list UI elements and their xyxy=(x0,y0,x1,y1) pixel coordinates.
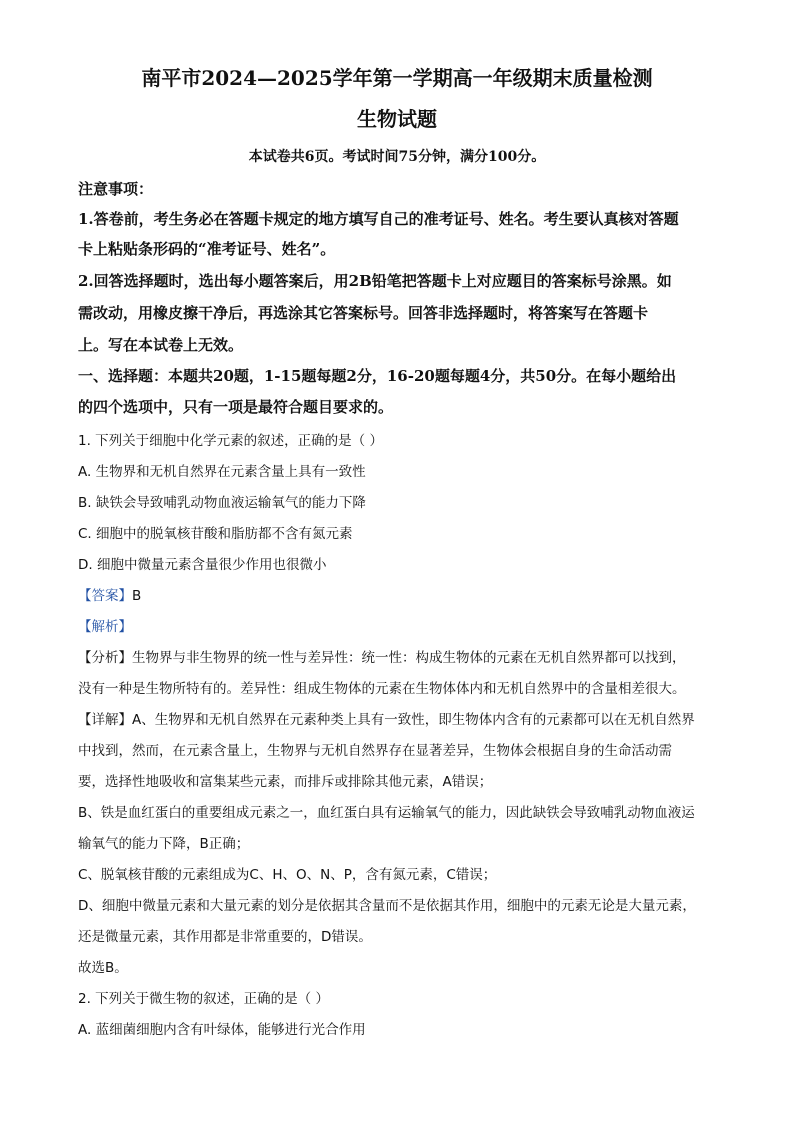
answer-line xyxy=(78,584,718,604)
notes-line: 需改动，用橡皮擦干净后，再选涂其它答案标号。回答非选择题时，将答案写在答题卡 xyxy=(78,304,649,322)
section-heading: 的四个选项中，只有一项是最符合题目要求的。 xyxy=(78,398,394,416)
analysis-line: 故选B。 xyxy=(78,960,128,976)
page-subtitle: 生物试题 xyxy=(357,107,437,131)
analysis-line: 没有一种是生物所特有的。差异性：组成生物体的元素在生物体体内和无机自然界中的含量相差很大。 xyxy=(78,681,686,697)
notes-line: 上。写在本试卷上无效。 xyxy=(78,336,244,354)
question-stem: 1. 下列关于细胞中化学元素的叙述，正确的是（ ） xyxy=(78,433,383,449)
question-option: A. 生物界和无机自然界在元素含量上具有一致性 xyxy=(78,464,366,480)
answer-value: B xyxy=(132,588,142,604)
analysis-line: B、铁是血红蛋白的重要组成元素之一，血红蛋白具有运输氧气的能力，因此缺铁会导致哺乳动物血液运 xyxy=(78,805,695,821)
question-option: C. 细胞中的脱氧核苷酸和脂肪都不含有氮元素 xyxy=(78,526,353,542)
analysis-line: C、脱氧核苷酸的元素组成为C、H、O、N、P，含有氮元素，C错误； xyxy=(78,867,497,883)
analysis-line: 要，选择性地吸收和富集某些元素，而排斥或排除其他元素，A错误； xyxy=(78,774,493,790)
analysis-tag: 【解析】 xyxy=(78,619,132,635)
analysis-line: D、细胞中微量元素和大量元素的划分是依据其含量而不是依据其作用，细胞中的元素无论是大量元素， xyxy=(78,898,696,914)
page-title: 南平市2024—2025学年第一学期高一年级期末质量检测 xyxy=(141,66,653,90)
notes-line: 2.回答选择题时，选出每小题答案后，用2B铅笔把答题卡上对应题目的答案标号涂黑。如 xyxy=(78,272,672,290)
notes-line: 1.答卷前，考生务必在答题卡规定的地方填写自己的准考证号、姓名。考生要认真核对答题 xyxy=(78,210,679,228)
section-heading: 一、选择题：本题共20题，1-15题每题2分，16-20题每题4分，共50分。在每小题给出 xyxy=(78,367,677,385)
analysis-line: 输氧气的能力下降，B正确； xyxy=(78,836,250,852)
notes-heading: 注意事项： xyxy=(78,180,154,198)
question-option: B. 缺铁会导致哺乳动物血液运输氧气的能力下降 xyxy=(78,495,366,511)
answer-tag: 【答案】 xyxy=(78,588,132,604)
question-option: A. 蓝细菌细胞内含有叶绿体，能够进行光合作用 xyxy=(78,1022,366,1038)
exam-info: 本试卷共6页。考试时间75分钟，满分100分。 xyxy=(248,149,546,165)
question-stem: 2. 下列关于微生物的叙述，正确的是（ ） xyxy=(78,991,329,1007)
notes-line: 卡上粘贴条形码的“准考证号、姓名”。 xyxy=(78,240,336,258)
question-option: D. 细胞中微量元素含量很少作用也很微小 xyxy=(78,557,327,573)
analysis-line: 【分析】生物界与非生物界的统一性与差异性：统一性：构成生物体的元素在无机自然界都可以找到， xyxy=(78,650,686,666)
analysis-line: 还是微量元素，其作用都是非常重要的，D错误。 xyxy=(78,929,372,945)
analysis-line: 中找到，然而，在元素含量上，生物界与无机自然界存在显著差异，生物体会根据自身的生命活动需 xyxy=(78,743,672,759)
analysis-line: 【详解】A、生物界和无机自然界在元素种类上具有一致性，即生物体内含有的元素都可以在无机自然界 xyxy=(78,712,695,728)
